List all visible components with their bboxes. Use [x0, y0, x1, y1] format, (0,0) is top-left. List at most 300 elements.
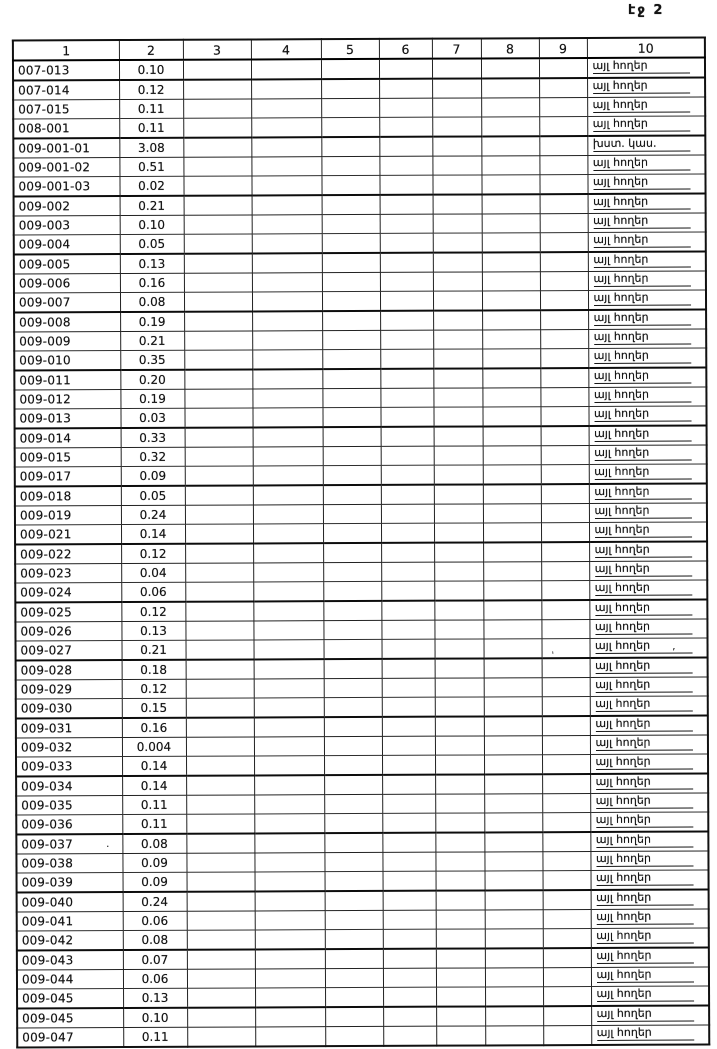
land-use-text: այլ հողեր [596, 813, 693, 828]
cell-empty [323, 427, 381, 447]
cell-empty [483, 600, 541, 620]
cell-empty [482, 310, 540, 330]
cell-area-value: 0.06 [123, 911, 187, 930]
cell-land-use [588, 232, 706, 252]
cell-parcel-code: 009-007 [14, 293, 120, 313]
cell-land-use [590, 677, 708, 697]
cell-area-value: 0.14 [121, 524, 185, 544]
cell-parcel-code: 009-042 [17, 931, 123, 951]
cell-area-value: 0.02 [119, 176, 183, 196]
cell-empty [484, 794, 542, 813]
cell-area-value: 0.11 [119, 118, 183, 138]
cell-empty [380, 272, 433, 291]
cell-empty [481, 58, 539, 78]
cell-empty [185, 621, 253, 640]
cell-empty [433, 291, 482, 311]
cell-parcel-code: 009-043 [17, 950, 123, 970]
land-use-text: այլ հողեր [595, 581, 692, 596]
cell-empty [381, 427, 434, 447]
cell-empty [433, 330, 482, 349]
cell-parcel-code: 009-017 [15, 467, 121, 487]
cell-empty [252, 253, 322, 273]
cell-empty [540, 310, 588, 330]
cell-empty [379, 59, 432, 79]
land-use-text: այլ հողեր [593, 79, 690, 94]
cell-parcel-code: 009-031 [16, 718, 122, 738]
cell-empty [481, 78, 539, 98]
cell-empty [184, 234, 252, 254]
cell-empty [541, 542, 589, 562]
cell-empty [541, 484, 589, 504]
cell-empty [185, 427, 253, 447]
cell-parcel-code: 009-010 [14, 351, 120, 371]
cell-empty [541, 600, 589, 620]
cell-land-use [588, 406, 706, 426]
cell-land-use [591, 928, 709, 948]
cell-empty [481, 117, 539, 137]
land-use-text: այլ հողեր [597, 987, 694, 1002]
cell-empty [322, 253, 380, 273]
cell-empty [380, 407, 433, 427]
cell-land-use [587, 57, 705, 78]
cell-empty [482, 407, 540, 427]
cell-empty [381, 581, 434, 601]
cell-empty [381, 465, 434, 485]
cell-area-value: 0.04 [121, 563, 185, 582]
cell-empty [484, 813, 542, 833]
cell-land-use [590, 657, 708, 677]
cell-empty [187, 988, 255, 1008]
cell-land-use [587, 97, 705, 117]
cell-land-use [590, 754, 708, 774]
cell-area-value: 0.35 [120, 350, 184, 370]
cell-empty [381, 562, 434, 581]
cell-empty [382, 852, 435, 871]
cell-land-use [589, 464, 707, 484]
cell-empty [254, 698, 324, 718]
cell-parcel-code: 009-036 [16, 815, 122, 835]
cell-empty [325, 871, 383, 891]
land-use-text: այլ հողեր [596, 871, 693, 886]
cell-empty [435, 755, 484, 775]
cell-empty [380, 349, 433, 369]
cell-area-value: 0.11 [122, 814, 186, 834]
parcel-table [12, 36, 710, 1048]
cell-land-use [588, 387, 706, 407]
cell-empty [485, 948, 543, 968]
cell-land-use [587, 116, 705, 136]
cell-empty [433, 349, 482, 369]
cell-empty [185, 563, 253, 582]
cell-parcel-code: 009-025 [15, 602, 121, 622]
land-use-text: այլ հողեր [593, 253, 690, 268]
cell-empty [323, 620, 381, 639]
cell-empty [382, 833, 435, 853]
cell-parcel-code: 009-012 [14, 390, 120, 409]
land-use-text: այլ հողեր [596, 949, 693, 964]
cell-parcel-code: 009-041 [17, 912, 123, 931]
cell-empty [324, 659, 382, 679]
cell-parcel-code: 009-005 [14, 254, 120, 274]
cell-empty [483, 581, 541, 601]
land-use-text: այլ հողեր [593, 98, 690, 113]
cell-empty [321, 156, 379, 175]
cell-empty [253, 485, 323, 505]
land-use-text: այլ հողեր [596, 968, 693, 983]
cell-empty [253, 524, 323, 544]
cell-empty [186, 659, 254, 679]
cell-area-value: 0.03 [120, 408, 184, 428]
cell-empty [254, 814, 324, 834]
cell-empty [435, 716, 484, 736]
cell-land-use [589, 599, 707, 619]
cell-empty [254, 659, 324, 679]
cell-land-use [589, 503, 707, 523]
cell-empty [187, 1027, 255, 1047]
cell-empty [381, 601, 434, 621]
cell-empty [483, 562, 541, 581]
cell-empty [541, 581, 589, 601]
cell-area-value: 0.16 [120, 273, 184, 292]
land-use-text: այլ հողեր [596, 891, 693, 906]
cell-empty [321, 137, 379, 157]
cell-empty [252, 215, 322, 234]
cell-parcel-code: 009-044 [17, 970, 123, 989]
cell-parcel-code: 009-001-01 [13, 138, 119, 158]
land-use-text: այլ հողեր [594, 369, 691, 384]
cell-empty [435, 697, 484, 717]
land-use-text: այլ հողեր [596, 794, 693, 809]
cell-empty [183, 59, 251, 79]
cell-empty [540, 214, 588, 233]
cell-empty [481, 156, 539, 175]
land-use-text: այլ հողեր [595, 678, 692, 693]
land-use-text: այլ հողեր [594, 485, 691, 500]
cell-empty [323, 523, 381, 543]
cell-empty [482, 233, 540, 253]
cell-empty [323, 485, 381, 505]
cell-empty [433, 407, 482, 427]
cell-empty [253, 505, 323, 524]
cell-empty [542, 793, 590, 812]
column-header: 4 [251, 39, 321, 59]
cell-parcel-code: 009-029 [16, 680, 122, 699]
land-use-text: այլ հողեր [596, 910, 693, 925]
cell-empty [324, 813, 382, 833]
cell-empty [432, 78, 481, 98]
land-use-text: այլ հողեր [595, 543, 692, 558]
cell-empty [433, 194, 482, 214]
cell-empty [185, 601, 253, 621]
land-use-text: այլ հողեր [593, 233, 690, 248]
cell-area-value: 0.14 [122, 776, 186, 796]
cell-area-value: 0.21 [120, 196, 184, 216]
cell-empty [482, 388, 540, 407]
land-use-text: այլ հողեր [594, 407, 691, 422]
cell-parcel-code: 009-028 [16, 660, 122, 680]
cell-empty [255, 911, 325, 930]
cell-area-value: 0.51 [119, 157, 183, 176]
cell-parcel-code: 009-027 [16, 641, 122, 661]
cell-empty [382, 775, 435, 795]
cell-land-use [591, 967, 709, 987]
cell-empty [542, 812, 590, 832]
cell-empty [322, 388, 380, 407]
cell-empty [435, 774, 484, 794]
cell-empty [433, 388, 482, 407]
cell-empty [483, 523, 541, 543]
cell-empty [323, 465, 381, 485]
cell-empty [436, 1006, 485, 1026]
cell-empty [253, 543, 323, 563]
cell-land-use [591, 1005, 709, 1025]
column-header: 10 [587, 37, 705, 58]
cell-empty [434, 562, 483, 581]
cell-empty [483, 484, 541, 504]
cell-empty [380, 291, 433, 311]
cell-land-use [587, 77, 705, 97]
column-header: 6 [379, 39, 432, 59]
cell-empty [323, 581, 381, 601]
land-use-text: այլ հողեր [593, 175, 690, 190]
cell-empty [383, 1026, 436, 1046]
cell-land-use [588, 290, 706, 310]
cell-empty [542, 716, 590, 736]
cell-empty [483, 426, 541, 446]
land-use-text: այլ հողեր [596, 852, 693, 867]
cell-parcel-code: 009-015 [15, 448, 121, 467]
cell-empty [252, 273, 322, 292]
cell-empty [541, 465, 589, 485]
cell-empty [433, 233, 482, 253]
land-use-text: այլ հողեր [593, 214, 690, 229]
cell-empty [324, 697, 382, 717]
land-use-text: այլ հողեր [594, 330, 691, 345]
cell-parcel-code: 009-035 [16, 796, 122, 815]
cell-empty [435, 794, 484, 813]
cell-land-use [587, 155, 705, 175]
cell-empty [183, 79, 251, 99]
cell-land-use [591, 909, 709, 929]
cell-empty [380, 311, 433, 331]
cell-empty [483, 504, 541, 523]
cell-area-value: 0.06 [121, 582, 185, 602]
cell-empty [322, 311, 380, 331]
cell-empty [432, 136, 481, 156]
cell-empty [187, 891, 255, 911]
cell-empty [379, 79, 432, 99]
cell-area-value: 0.004 [122, 737, 186, 756]
cell-empty [255, 1027, 325, 1047]
cell-empty [433, 214, 482, 233]
cell-parcel-code: 009-039 [17, 873, 123, 893]
cell-empty [484, 697, 542, 717]
cell-empty [321, 79, 379, 99]
land-use-text: այլ հողեր [594, 504, 691, 519]
cell-area-value: 0.07 [123, 950, 187, 970]
land-use-text: այլ հողեր [594, 465, 691, 480]
cell-empty [186, 795, 254, 814]
cell-empty [383, 929, 436, 949]
cell-area-value: 0.08 [120, 292, 184, 312]
cell-area-value: 0.13 [123, 988, 187, 1008]
cell-area-value: 3.08 [119, 138, 183, 158]
cell-area-value: 0.14 [122, 756, 186, 776]
cell-empty [325, 1007, 383, 1027]
cell-parcel-code: 008-001 [13, 119, 119, 139]
land-use-text: այլ հողեր [594, 311, 691, 326]
cell-empty [251, 59, 321, 79]
land-use-text: այլ հողեր [595, 639, 692, 654]
cell-empty [432, 175, 481, 195]
cell-empty [253, 427, 323, 447]
cell-empty [255, 949, 325, 969]
land-use-text: այլ հողեր [595, 562, 692, 577]
cell-empty [381, 620, 434, 639]
cell-empty [433, 272, 482, 291]
cell-land-use [591, 889, 709, 909]
cell-empty [254, 853, 324, 872]
cell-empty [252, 292, 322, 312]
cell-empty [252, 234, 322, 254]
cell-empty [254, 717, 324, 737]
cell-empty [483, 465, 541, 485]
land-use-text: այլ հողեր [593, 117, 690, 132]
cell-parcel-code: 009-019 [15, 506, 121, 525]
cell-land-use [590, 715, 708, 735]
cell-empty [381, 504, 434, 523]
cell-empty [541, 504, 589, 523]
cell-empty [321, 98, 379, 117]
cell-parcel-code: 009-040 [17, 892, 123, 912]
cell-empty [383, 968, 436, 987]
cell-empty [482, 330, 540, 349]
cell-empty [539, 156, 587, 175]
cell-area-value: 0.10 [120, 215, 184, 234]
scan-speck: ’ [672, 646, 676, 659]
cell-area-value: 0.21 [121, 640, 185, 660]
land-use-text: այլ հողեր [597, 1007, 694, 1022]
cell-empty [183, 157, 251, 176]
cell-empty [541, 619, 589, 638]
cell-empty [252, 195, 322, 215]
cell-empty [383, 891, 436, 911]
cell-area-value: 0.12 [121, 602, 185, 622]
cell-land-use [591, 870, 709, 890]
cell-empty [436, 968, 485, 987]
cell-empty [435, 678, 484, 697]
cell-empty [433, 310, 482, 330]
cell-area-value: 0.16 [122, 718, 186, 738]
land-use-text: այլ հողեր [593, 272, 690, 287]
cell-empty [184, 195, 252, 215]
cell-empty [382, 736, 435, 755]
cell-empty [542, 774, 590, 794]
cell-empty [540, 272, 588, 291]
cell-empty [254, 833, 324, 853]
cell-parcel-code: 009-033 [16, 757, 122, 777]
cell-empty [184, 311, 252, 331]
cell-empty [383, 949, 436, 969]
cell-empty [254, 756, 324, 776]
cell-land-use [588, 251, 706, 271]
cell-empty [434, 581, 483, 601]
cell-empty [186, 775, 254, 795]
cell-empty [539, 117, 587, 137]
cell-empty [540, 233, 588, 253]
cell-empty [185, 582, 253, 602]
column-header: 1 [13, 40, 119, 60]
cell-empty [482, 272, 540, 291]
cell-land-use [588, 329, 706, 349]
cell-land-use [587, 135, 705, 155]
cell-empty [324, 755, 382, 775]
cell-empty [325, 949, 383, 969]
cell-empty [382, 697, 435, 717]
cell-area-value: 0.20 [120, 370, 184, 390]
cell-empty [186, 679, 254, 698]
cell-empty [483, 446, 541, 465]
cell-empty [323, 543, 381, 563]
land-use-text: այլ հողեր [592, 59, 689, 74]
cell-land-use [589, 561, 707, 581]
cell-land-use [591, 986, 709, 1006]
cell-parcel-code: 009-026 [15, 622, 121, 641]
cell-empty [255, 891, 325, 911]
cell-empty [434, 465, 483, 485]
cell-empty [382, 813, 435, 833]
cell-area-value: 0.11 [119, 99, 183, 118]
cell-parcel-code: 009-024 [15, 583, 121, 603]
column-header: 3 [183, 39, 251, 59]
cell-empty [254, 795, 324, 814]
cell-area-value: 0.18 [122, 660, 186, 680]
cell-empty [485, 929, 543, 949]
column-header: 7 [432, 38, 481, 58]
cell-parcel-code: 009-023 [15, 564, 121, 583]
cell-empty [542, 832, 590, 852]
cell-parcel-code: 007-013 [13, 60, 119, 80]
cell-empty [540, 368, 588, 388]
cell-area-value: 0.05 [121, 486, 185, 506]
land-use-text: այլ հողեր [595, 697, 692, 712]
cell-empty [323, 562, 381, 581]
cell-empty [381, 485, 434, 505]
cell-parcel-code: 009-045 [17, 1008, 123, 1028]
cell-empty [380, 330, 433, 349]
cell-empty [540, 388, 588, 407]
table-body [13, 57, 709, 1047]
column-header: 5 [321, 39, 379, 59]
cell-empty [184, 292, 252, 312]
cell-empty [543, 928, 591, 948]
cell-empty [253, 466, 323, 486]
cell-empty [436, 871, 485, 891]
cell-empty [482, 194, 540, 214]
cell-area-value: 0.19 [120, 312, 184, 332]
cell-parcel-code: 007-014 [13, 80, 119, 100]
cell-parcel-code: 009-047 [17, 1028, 123, 1048]
cell-empty [484, 736, 542, 755]
cell-empty [252, 389, 322, 408]
cell-empty [436, 890, 485, 910]
cell-empty [484, 755, 542, 775]
cell-empty [251, 157, 321, 176]
cell-empty [255, 969, 325, 988]
cell-land-use [589, 425, 707, 445]
cell-empty [485, 968, 543, 987]
cell-empty [251, 137, 321, 157]
